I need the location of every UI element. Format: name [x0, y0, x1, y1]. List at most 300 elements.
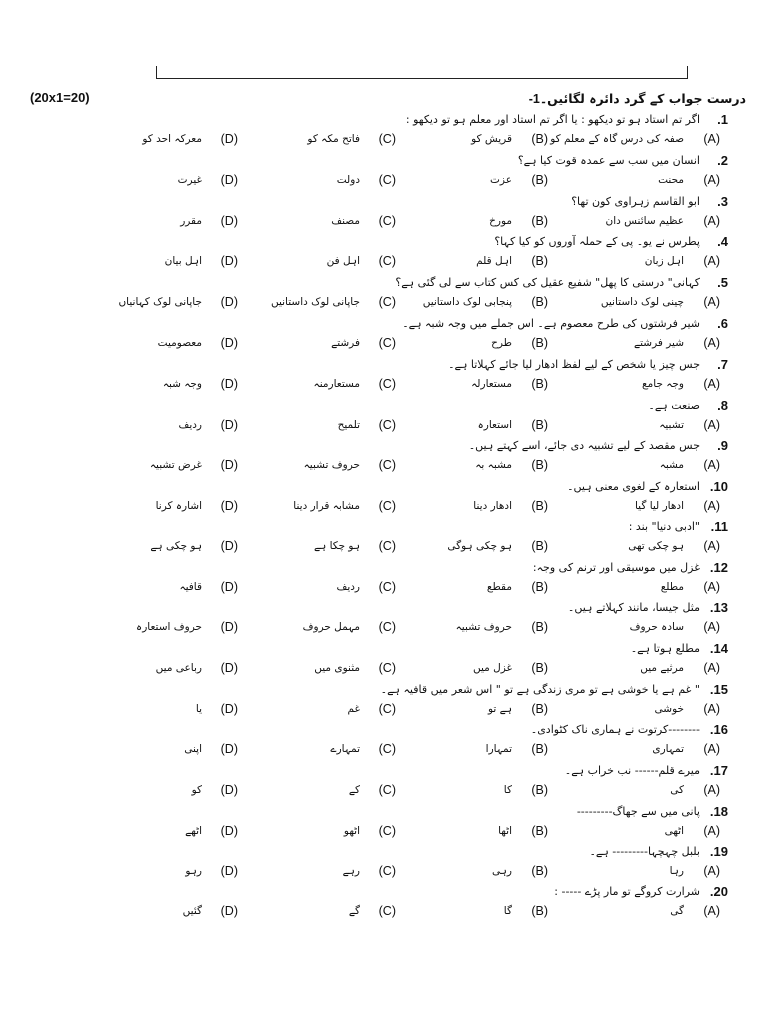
question-text: بلبل چہچہا--------- ہے۔: [589, 845, 700, 858]
option-b[interactable]: [428, 702, 548, 720]
option-label: (D): [220, 458, 238, 472]
question-item: [0, 235, 768, 275]
option-label: (A): [703, 539, 720, 553]
option-label: (C): [378, 864, 396, 878]
option-b[interactable]: [428, 336, 548, 354]
option-d[interactable]: [108, 620, 238, 638]
option-c[interactable]: [276, 539, 396, 557]
option-label: (A): [703, 499, 720, 513]
option-text: غم: [347, 703, 360, 715]
option-text: مطلع: [660, 581, 684, 593]
option-a[interactable]: [530, 783, 720, 801]
option-text: مثنوی میں: [314, 662, 360, 674]
option-text: مستعارلہ: [471, 378, 512, 390]
option-text: رباعی میں: [155, 662, 202, 674]
question-number: .10: [709, 479, 728, 494]
option-label: (A): [703, 295, 720, 309]
option-text: ہو چکی تھی: [628, 540, 684, 552]
option-label: (D): [220, 132, 238, 146]
question-text: پانی میں سے جھاگ---------: [576, 805, 700, 818]
option-label: (D): [220, 173, 238, 187]
option-b[interactable]: [428, 173, 548, 191]
option-text: طرح: [491, 337, 512, 349]
option-a[interactable]: [530, 173, 720, 191]
option-text: معرکہ احد کو: [142, 133, 202, 145]
option-c[interactable]: [276, 824, 396, 842]
question-text: اگر تم استاد ہو تو دیکھو : یا اگر تم استاد اور معلم ہو تو دیکھو :: [405, 113, 700, 126]
option-text: مستعارمنہ: [313, 378, 360, 390]
option-label: (A): [703, 742, 720, 756]
option-a[interactable]: [530, 661, 720, 679]
option-b[interactable]: [428, 254, 548, 272]
option-b[interactable]: [422, 295, 548, 313]
option-label: (A): [703, 661, 720, 675]
question-item: [0, 683, 768, 723]
option-text: کے: [348, 784, 360, 796]
option-a[interactable]: [530, 620, 720, 638]
option-text: مرثیے میں: [640, 662, 684, 674]
question-number: .2: [717, 153, 728, 168]
option-text: اہل زبان: [644, 255, 684, 267]
marks-label: (20x1=20): [30, 90, 90, 105]
option-b[interactable]: [428, 499, 548, 517]
option-c[interactable]: [270, 295, 396, 313]
option-c[interactable]: [276, 336, 396, 354]
option-label: (D): [220, 864, 238, 878]
option-label: (A): [703, 458, 720, 472]
option-text: فرشتے: [331, 337, 360, 349]
option-d[interactable]: [108, 539, 238, 557]
option-label: (D): [220, 824, 238, 838]
option-label: (D): [220, 742, 238, 756]
option-label: (B): [531, 742, 548, 756]
option-b[interactable]: [428, 904, 548, 922]
option-text: غزل میں: [472, 662, 512, 674]
option-text: ادھار دینا: [473, 500, 512, 512]
option-text: ادھار لیا گیا: [634, 500, 684, 512]
option-c[interactable]: [276, 418, 396, 436]
option-text: گئیں: [182, 905, 202, 917]
option-text: یا: [195, 703, 202, 715]
option-text: ہو چکی ہوگی: [447, 540, 512, 552]
option-text: تمہاری: [652, 743, 684, 755]
option-text: تشبیہ: [659, 419, 684, 431]
option-label: (D): [220, 620, 238, 634]
option-label: (B): [531, 620, 548, 634]
option-text: اہل فن: [326, 255, 360, 267]
option-label: (C): [378, 783, 396, 797]
option-label: (A): [703, 214, 720, 228]
question-text: جس مقصد کے لیے تشبیہ دی جائے، اسے کہتے ہیں۔: [468, 439, 700, 452]
section-heading: [523, 91, 746, 106]
option-text: رہے: [342, 865, 360, 877]
question-text: صنعت ہے۔: [648, 399, 700, 412]
option-d[interactable]: [108, 864, 238, 882]
option-b[interactable]: [428, 418, 548, 436]
question-item: [0, 601, 768, 641]
option-label: (C): [378, 904, 396, 918]
option-text: صفہ کی درس گاہ کے معلم کو: [550, 133, 684, 145]
option-a[interactable]: [530, 295, 720, 313]
option-c[interactable]: [276, 904, 396, 922]
option-label: (C): [378, 254, 396, 268]
option-text: جاپانی لوک داستانیں: [270, 296, 360, 308]
question-text: استعارہ کے لغوی معنی ہیں۔: [567, 480, 700, 493]
option-label: (C): [378, 295, 396, 309]
question-number: .16: [709, 722, 728, 737]
option-b[interactable]: [428, 539, 548, 557]
option-b[interactable]: [428, 458, 548, 476]
option-b[interactable]: [428, 620, 548, 638]
option-c[interactable]: [276, 742, 396, 760]
option-label: (C): [378, 458, 396, 472]
option-label: (C): [378, 377, 396, 391]
option-label: (D): [220, 336, 238, 350]
option-label: (B): [531, 661, 548, 675]
option-text: محنت: [658, 174, 684, 186]
option-a[interactable]: [530, 904, 720, 922]
option-text: اشارہ کرنا: [155, 500, 202, 512]
option-label: (A): [703, 702, 720, 716]
option-text: رہی: [492, 865, 512, 877]
option-label: (A): [703, 783, 720, 797]
option-text: ردیف: [178, 419, 202, 431]
option-b[interactable]: [428, 377, 548, 395]
question-number: .12: [709, 560, 728, 575]
option-d[interactable]: [108, 132, 238, 150]
option-text: چینی لوک داستانیں: [600, 296, 684, 308]
option-text: ہو چکا ہے: [313, 540, 360, 552]
option-a[interactable]: [530, 864, 720, 882]
option-label: (B): [531, 864, 548, 878]
option-text: مقرر: [180, 215, 202, 227]
option-c[interactable]: [276, 580, 396, 598]
option-text: مصنف: [331, 215, 360, 227]
question-item: [0, 845, 768, 885]
option-label: (B): [531, 214, 548, 228]
option-text: تلمیح: [337, 419, 360, 431]
option-label: (B): [531, 173, 548, 187]
option-text: مورخ: [489, 215, 512, 227]
option-text: حروف تشبیہ: [455, 621, 512, 633]
option-text: کی: [670, 784, 684, 796]
option-label: (D): [220, 377, 238, 391]
option-text: گا: [503, 905, 512, 917]
option-label: (B): [531, 254, 548, 268]
option-label: (C): [378, 824, 396, 838]
option-label: (A): [703, 377, 720, 391]
option-text: خوشی: [654, 703, 684, 715]
option-label: (A): [703, 173, 720, 187]
option-text: حروف تشبیہ: [303, 459, 360, 471]
option-d[interactable]: [108, 742, 238, 760]
option-c[interactable]: [276, 864, 396, 882]
option-text: قافیہ: [179, 581, 202, 593]
option-a[interactable]: [530, 458, 720, 476]
question-text: پطرس نے یو۔ پی کے حملہ آوروں کو کیا کہا؟: [494, 235, 700, 248]
option-text: سادہ حروف: [629, 621, 684, 633]
option-text: اہل بیان: [164, 255, 202, 267]
option-label: (A): [703, 620, 720, 634]
option-d[interactable]: [108, 458, 238, 476]
option-text: کا: [503, 784, 512, 796]
option-c[interactable]: [276, 620, 396, 638]
option-text: اپنی: [184, 743, 202, 755]
option-b[interactable]: [428, 661, 548, 679]
option-b[interactable]: [428, 742, 548, 760]
question-item: [0, 764, 768, 804]
option-a[interactable]: [530, 824, 720, 842]
option-label: (C): [378, 580, 396, 594]
option-label: (C): [378, 499, 396, 513]
option-label: (B): [531, 336, 548, 350]
option-text: اٹھی: [664, 825, 684, 837]
option-text: مہمل حروف: [302, 621, 360, 633]
question-item: [0, 885, 768, 925]
option-label: (B): [531, 702, 548, 716]
option-label: (D): [220, 499, 238, 513]
option-label: (C): [378, 173, 396, 187]
option-label: (C): [378, 418, 396, 432]
option-label: (A): [703, 418, 720, 432]
question-number: .1: [717, 112, 728, 127]
question-text: "ادبی دنیا" بند :: [628, 520, 700, 533]
option-text: وجہ جامع: [642, 378, 684, 390]
question-item: [0, 399, 768, 439]
option-c[interactable]: [276, 783, 396, 801]
option-label: (D): [220, 580, 238, 594]
option-label: (D): [220, 783, 238, 797]
option-label: (B): [531, 295, 548, 309]
option-c[interactable]: [276, 377, 396, 395]
option-label: (B): [531, 499, 548, 513]
option-text: غیرت: [177, 174, 202, 186]
option-a[interactable]: [530, 539, 720, 557]
option-label: (B): [531, 377, 548, 391]
option-text: حروف استعارہ: [136, 621, 202, 633]
section-number: -1: [528, 92, 540, 106]
option-d[interactable]: [108, 295, 238, 313]
question-number: .9: [717, 438, 728, 453]
option-text: استعارہ: [477, 419, 512, 431]
option-text: پنجابی لوک داستانیں: [422, 296, 512, 308]
option-text: ہے تو: [488, 703, 512, 715]
question-number: .13: [709, 600, 728, 615]
option-d[interactable]: [108, 418, 238, 436]
option-label: (A): [703, 336, 720, 350]
option-a[interactable]: [530, 499, 720, 517]
option-d[interactable]: [108, 580, 238, 598]
question-item: [0, 480, 768, 520]
option-c[interactable]: [276, 702, 396, 720]
question-item: [0, 195, 768, 235]
option-a[interactable]: [530, 702, 720, 720]
option-label: (B): [531, 458, 548, 472]
question-number: .20: [709, 884, 728, 899]
option-text: معصومیت: [157, 337, 202, 349]
question-number: .15: [709, 682, 728, 697]
question-text: مطلع ہوتا ہے۔: [630, 642, 700, 655]
option-label: (B): [531, 783, 548, 797]
question-text: --------کرتوت نے ہماری ناک کٹوادی۔: [530, 723, 700, 736]
option-label: (A): [703, 904, 720, 918]
question-number: .7: [717, 357, 728, 372]
option-label: (A): [703, 254, 720, 268]
question-item: [0, 723, 768, 763]
option-text: اٹھا: [498, 825, 512, 837]
question-item: [0, 113, 768, 153]
question-item: [0, 439, 768, 479]
option-text: مشبہ: [659, 459, 684, 471]
option-text: عظیم سائنس دان: [605, 215, 684, 227]
option-a[interactable]: [530, 377, 720, 395]
option-label: (B): [531, 904, 548, 918]
question-text: کہانی" درستی کا پھل" شفیع عقیل کی کس کتاب سے لی گئی ہے؟: [395, 276, 700, 289]
option-a[interactable]: [530, 254, 720, 272]
option-d[interactable]: [108, 824, 238, 842]
question-item: [0, 642, 768, 682]
option-label: (A): [703, 132, 720, 146]
question-item: [0, 358, 768, 398]
option-text: اٹھو: [343, 825, 360, 837]
question-number: .5: [717, 275, 728, 290]
option-label: (C): [378, 336, 396, 350]
option-a[interactable]: [530, 336, 720, 354]
question-number: .4: [717, 234, 728, 249]
option-c[interactable]: [276, 173, 396, 191]
option-c[interactable]: [276, 499, 396, 517]
option-label: (C): [378, 620, 396, 634]
option-a[interactable]: [530, 214, 720, 232]
section-title: درست جواب کے گرد دائرہ لگائیں۔: [539, 91, 746, 106]
question-text: جس چیز یا شخص کے لیے لفظ ادھار لیا جائے کہلاتا ہے۔: [448, 358, 700, 371]
option-label: (A): [703, 580, 720, 594]
option-c[interactable]: [276, 214, 396, 232]
option-b[interactable]: [428, 580, 548, 598]
question-item: [0, 154, 768, 194]
option-text: وجہ شبہ: [162, 378, 202, 390]
option-b[interactable]: [428, 864, 548, 882]
option-text: رہو: [185, 865, 202, 877]
option-text: غرض تشبیہ: [149, 459, 202, 471]
option-c[interactable]: [276, 661, 396, 679]
question-number: .11: [710, 519, 728, 534]
option-d[interactable]: [108, 783, 238, 801]
option-d[interactable]: [108, 904, 238, 922]
option-label: (D): [220, 295, 238, 309]
option-text: تمہارے: [330, 743, 360, 755]
question-text: مثل جیسا، مانند کہلاتے ہیں۔: [567, 601, 700, 614]
option-label: (D): [220, 661, 238, 675]
option-d[interactable]: [108, 336, 238, 354]
option-d[interactable]: [108, 702, 238, 720]
option-a[interactable]: [530, 580, 720, 598]
question-number: .3: [717, 194, 728, 209]
option-label: (B): [531, 580, 548, 594]
option-label: (C): [378, 539, 396, 553]
option-text: رہا: [669, 865, 684, 877]
question-text: انسان میں سب سے عمدہ قوت کیا ہے؟: [517, 154, 700, 167]
option-label: (A): [703, 864, 720, 878]
option-text: تمہارا: [485, 743, 512, 755]
question-text: " غم ہے یا خوشی ہے تو مری زندگی ہے تو " اس شعر میں قافیہ ہے۔: [380, 683, 700, 696]
question-number: .18: [709, 804, 728, 819]
option-b[interactable]: [428, 132, 548, 150]
option-label: (A): [703, 824, 720, 838]
option-label: (B): [531, 132, 548, 146]
option-b[interactable]: [428, 824, 548, 842]
option-text: اٹھے: [185, 825, 202, 837]
question-number: .19: [709, 844, 728, 859]
option-c[interactable]: [276, 254, 396, 272]
option-d[interactable]: [108, 173, 238, 191]
question-text: شرارت کروگے تو مار پڑے ----- :: [554, 885, 700, 898]
option-label: (C): [378, 214, 396, 228]
option-label: (C): [378, 132, 396, 146]
option-a[interactable]: [530, 132, 720, 150]
option-text: عزت: [490, 174, 512, 186]
option-label: (B): [531, 539, 548, 553]
option-label: (C): [378, 742, 396, 756]
question-number: .6: [717, 316, 728, 331]
question-item: [0, 805, 768, 845]
option-d[interactable]: [108, 214, 238, 232]
option-d[interactable]: [108, 377, 238, 395]
option-a[interactable]: [530, 418, 720, 436]
option-d[interactable]: [108, 499, 238, 517]
option-text: مقطع: [486, 581, 512, 593]
question-item: [0, 276, 768, 316]
option-text: مشبہ بہ: [475, 459, 512, 471]
question-text: شیر فرشتوں کی طرح معصوم ہے۔ اس جملے میں وجہ شبہ ہے۔: [402, 317, 700, 330]
option-label: (B): [531, 824, 548, 838]
question-item: [0, 520, 768, 560]
option-label: (C): [378, 702, 396, 716]
option-d[interactable]: [108, 661, 238, 679]
option-d[interactable]: [108, 254, 238, 272]
option-text: گی: [670, 905, 684, 917]
option-text: کو: [191, 784, 202, 796]
question-number: .17: [709, 763, 728, 778]
option-text: ہو چکی ہے: [150, 540, 202, 552]
option-text: قریش کو: [471, 133, 512, 145]
question-text: غزل میں موسیقی اور ترنم کی وجہ:: [532, 561, 700, 574]
option-label: (C): [378, 661, 396, 675]
option-text: ردیف: [336, 581, 360, 593]
option-c[interactable]: [276, 458, 396, 476]
option-text: فاتح مکہ کو: [307, 133, 360, 145]
option-label: (B): [531, 418, 548, 432]
option-b[interactable]: [428, 214, 548, 232]
option-label: (D): [220, 539, 238, 553]
option-label: (D): [220, 702, 238, 716]
option-a[interactable]: [530, 742, 720, 760]
top-frame: [156, 66, 688, 79]
option-text: جاپانی لوک کہانیاں: [118, 296, 202, 308]
option-text: مشابہ قرار دینا: [293, 500, 360, 512]
question-item: [0, 317, 768, 357]
option-b[interactable]: [428, 783, 548, 801]
option-text: اہل قلم: [476, 255, 512, 267]
question-number: .14: [709, 641, 728, 656]
question-number: .8: [717, 398, 728, 413]
question-text: ابو القاسم زہراوی کون تھا؟: [571, 195, 700, 208]
question-text: میرے قلم------ نب خراب ہے۔: [564, 764, 700, 777]
option-label: (D): [220, 254, 238, 268]
option-text: دولت: [336, 174, 360, 186]
option-text: شیر فرشتے: [633, 337, 684, 349]
option-c[interactable]: [276, 132, 396, 150]
